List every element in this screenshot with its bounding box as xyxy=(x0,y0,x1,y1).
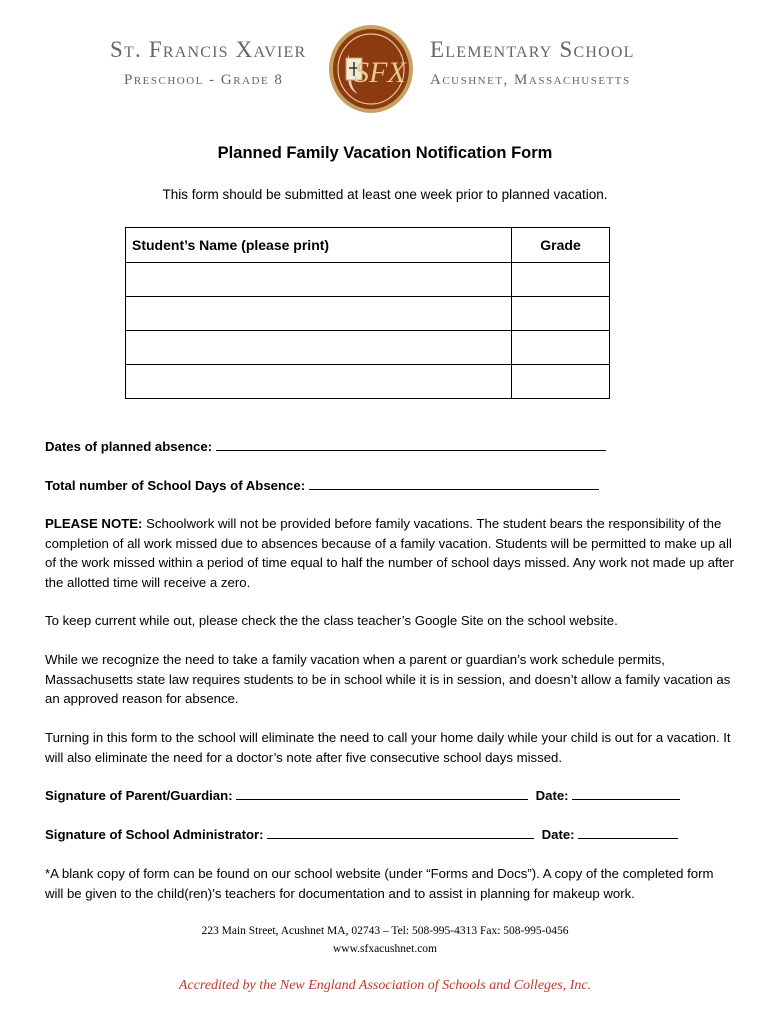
turning-in-paragraph: Turning in this form to the school will eliminate the need to call your home daily while your child is out for a vacation. It will also eliminate the need for a doctor’s note after five consecutive school days missed. xyxy=(45,730,731,765)
parent-date-field[interactable] xyxy=(572,786,680,800)
table-header-row xyxy=(126,228,610,263)
school-address: 223 Main Street, Acushnet MA, 02743 – Tel: 508-995-4313 Fax: 508-995-0456 xyxy=(201,925,569,937)
student-name-cell[interactable] xyxy=(126,331,512,365)
dates-of-absence-row xyxy=(45,437,735,457)
grade-header: Grade xyxy=(512,228,610,263)
parent-date-label: Date: xyxy=(535,788,569,803)
admin-date-label: Date: xyxy=(541,827,575,842)
total-days-field[interactable] xyxy=(309,476,599,490)
students-table xyxy=(125,227,610,399)
admin-date-field[interactable] xyxy=(578,825,678,839)
school-name-right: Elementary School xyxy=(430,37,635,62)
form-title: Planned Family Vacation Notification Form xyxy=(217,144,553,162)
total-days-label: Total number of School Days of Absence: xyxy=(45,478,306,493)
school-website: www.sfxacushnet.com xyxy=(332,943,437,955)
dates-of-absence-field[interactable] xyxy=(216,437,606,451)
total-days-row xyxy=(45,476,735,496)
keep-current-paragraph: To keep current while out, please check the the class teacher’s Google Site on the school website. xyxy=(45,613,618,628)
table-row xyxy=(126,263,610,297)
school-seal-logo xyxy=(328,24,414,114)
grade-cell[interactable] xyxy=(512,331,610,365)
grade-cell[interactable] xyxy=(512,297,610,331)
school-location: Acushnet, Massachusetts xyxy=(430,72,631,88)
please-note-text: Schoolwork will not be provided before family vacations. The student bears the responsibility of the completion of all work missed due to absences because of a family vacation. Students will be permitted to make up all of the work missed within a period of time equal to half the number of school days missed. Any work not made up after the allotted time will receive a zero. xyxy=(45,516,735,590)
grade-cell[interactable] xyxy=(512,263,610,297)
accreditation-statement: Accredited by the New England Association of Schools and Colleges, Inc. xyxy=(178,978,592,993)
student-name-cell[interactable] xyxy=(126,297,512,331)
blank-copy-note: *A blank copy of form can be found on our school website (under “Forms and Docs”). A copy of the completed form will be given to the child(ren)’s teachers for documentation and to assist in planning for makeup work. xyxy=(45,866,714,901)
student-name-cell[interactable] xyxy=(126,365,512,399)
student-name-cell[interactable] xyxy=(126,263,512,297)
table-row xyxy=(126,331,610,365)
parent-signature-field[interactable] xyxy=(236,786,528,800)
dates-of-absence-label: Dates of planned absence: xyxy=(45,439,213,454)
form-subtitle: This form should be submitted at least one week prior to planned vacation. xyxy=(162,187,608,202)
please-note-paragraph xyxy=(45,514,735,592)
parent-signature-row xyxy=(45,786,735,806)
grade-cell[interactable] xyxy=(512,365,610,399)
svg-text:SFX: SFX xyxy=(354,56,406,89)
table-row xyxy=(126,365,610,399)
grade-range: Preschool - Grade 8 xyxy=(124,72,284,88)
admin-signature-label: Signature of School Administrator: xyxy=(45,827,264,842)
table-row xyxy=(126,297,610,331)
admin-signature-row xyxy=(45,825,735,845)
parent-signature-label: Signature of Parent/Guardian: xyxy=(45,788,233,803)
student-name-header: Student’s Name (please print) xyxy=(126,228,512,263)
please-note-label: PLEASE NOTE: xyxy=(45,516,143,531)
state-law-paragraph: While we recognize the need to take a family vacation when a parent or guardian’s work schedule permits, Massachusetts state law requires students to be in school while it is in session, and doesn’t allow a family vacation as an approved reason for absence. xyxy=(45,652,731,706)
school-name-left: St. Francis Xavier xyxy=(110,37,307,62)
admin-signature-field[interactable] xyxy=(267,825,534,839)
